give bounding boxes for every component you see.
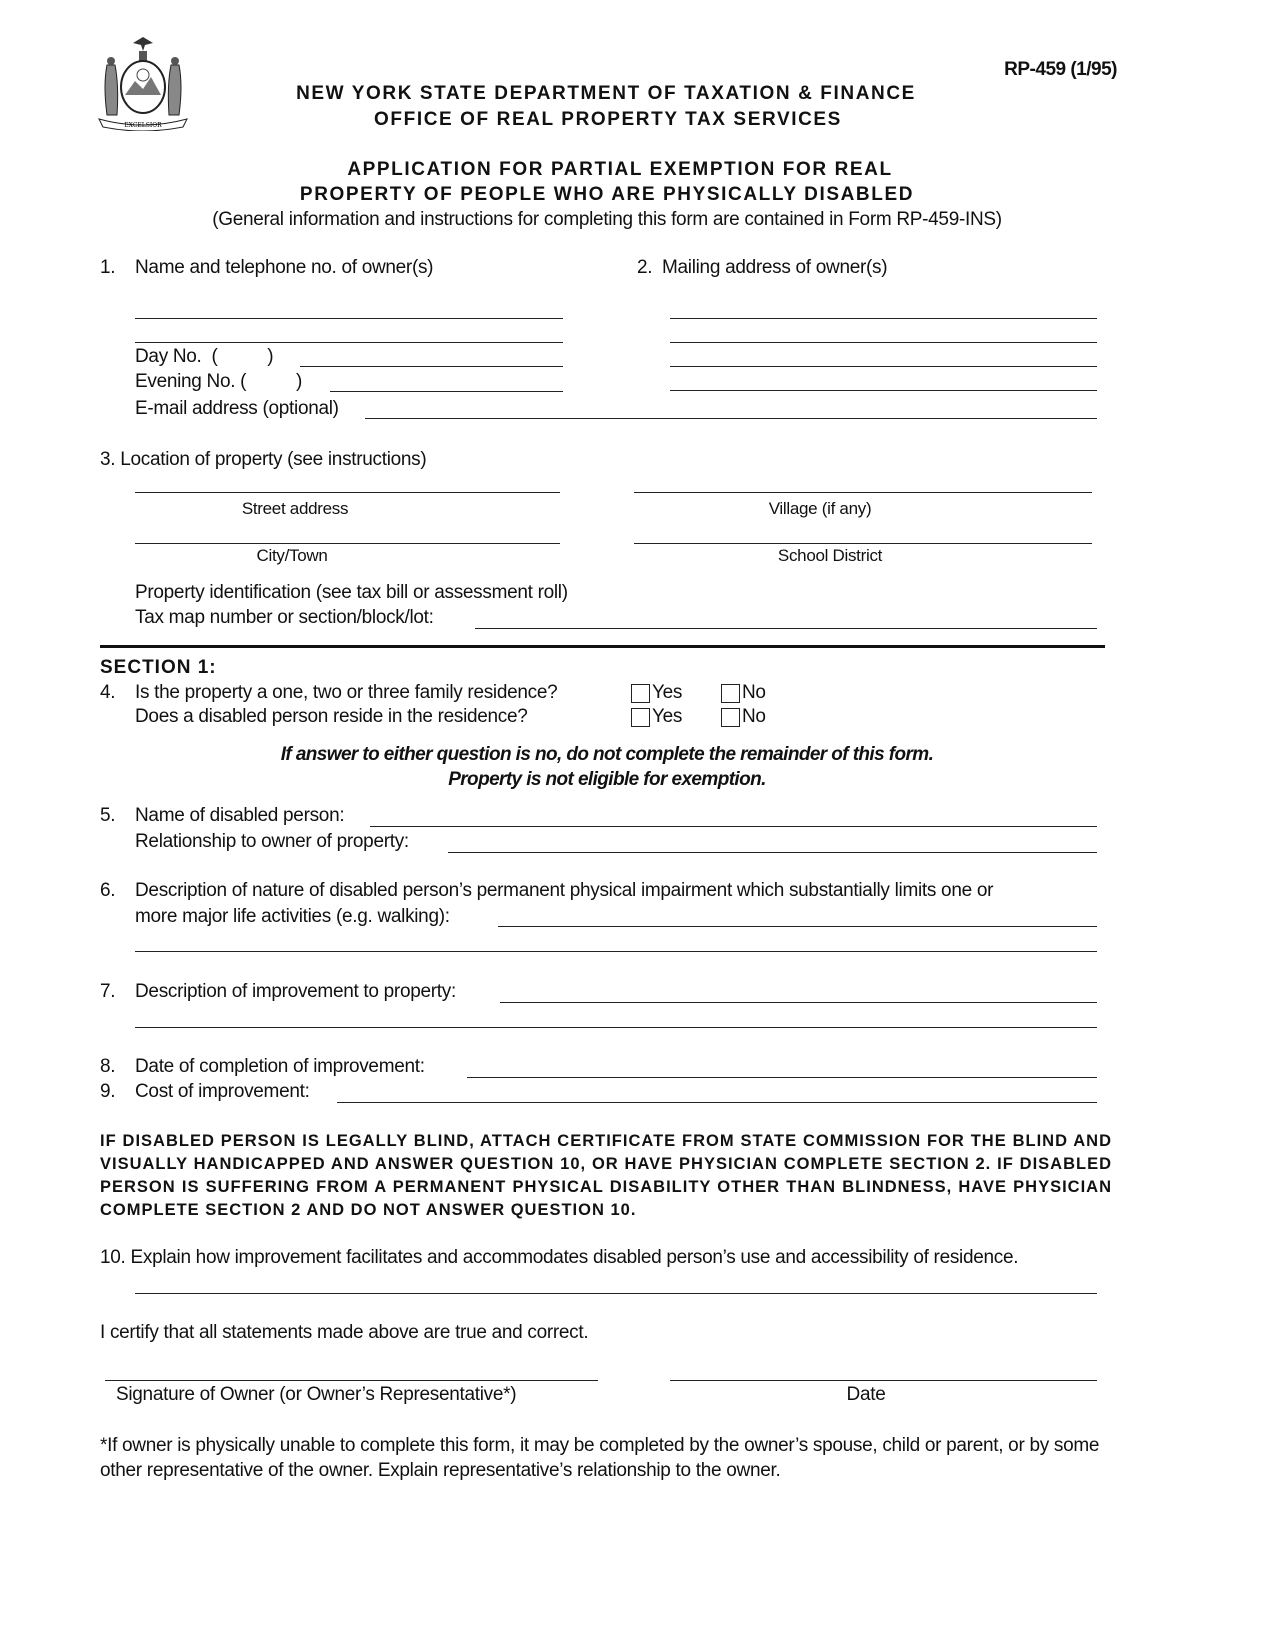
mailing-address-field-2[interactable] <box>670 342 1097 343</box>
q4a-no-label: No <box>742 682 766 703</box>
impairment-field-1[interactable] <box>498 926 1097 927</box>
q6-number: 6. <box>100 880 116 901</box>
q7-label: Description of improvement to property: <box>135 981 456 1002</box>
department-name: NEW YORK STATE DEPARTMENT OF TAXATION & FINANCE <box>296 83 916 104</box>
tax-map-field[interactable] <box>475 628 1097 629</box>
city-town-field[interactable] <box>135 543 560 544</box>
q1-label: Name and telephone no. of owner(s) <box>135 257 434 278</box>
mailing-address-field-4[interactable] <box>670 390 1097 391</box>
form-title-line2: PROPERTY OF PEOPLE WHO ARE PHYSICALLY DISABLED <box>299 184 915 205</box>
impairment-field-2[interactable] <box>135 951 1097 952</box>
form-subtitle: (General information and instructions for completing this form are contained in Form RP-459-INS) <box>212 209 1002 230</box>
school-district-label: School District <box>777 546 883 565</box>
q4-number: 4. <box>100 682 116 703</box>
section-divider <box>100 645 1105 648</box>
representative-footnote: *If owner is physically unable to complete this form, it may be completed by the owner’s spouse, child or parent, or by some other representative of the owner. Explain representative’s relationship to the owner. <box>100 1435 1100 1481</box>
certification-statement: I certify that all statements made above are true and correct. <box>100 1322 589 1343</box>
date-field[interactable] <box>670 1380 1097 1381</box>
q4a-yes-checkbox[interactable] <box>631 684 650 703</box>
form-title-line1: APPLICATION FOR PARTIAL EXEMPTION FOR REAL <box>347 159 893 180</box>
evening-phone-field[interactable] <box>330 391 563 392</box>
q6-line2: more major life activities (e.g. walking): <box>135 906 450 927</box>
q5-number: 5. <box>100 805 116 826</box>
owner-name-field-1[interactable] <box>135 318 563 319</box>
village-field[interactable] <box>634 492 1092 493</box>
ny-state-seal-icon <box>93 35 193 131</box>
q8-number: 8. <box>100 1056 116 1077</box>
q8-label: Date of completion of improvement: <box>135 1056 425 1077</box>
q4b-label: Does a disabled person reside in the residence? <box>135 706 528 727</box>
relationship-field[interactable] <box>448 852 1097 853</box>
q4b-no-label: No <box>742 706 766 727</box>
q6-line1: Description of nature of disabled person’s permanent physical impairment which substantially limits one or <box>135 880 994 901</box>
office-name: OFFICE OF REAL PROPERTY TAX SERVICES <box>374 109 842 130</box>
q10-field[interactable] <box>135 1293 1097 1294</box>
q1-number: 1. <box>100 257 116 278</box>
form-number: RP-459 (1/95) <box>1004 59 1117 80</box>
date-label: Date <box>846 1384 886 1405</box>
eligibility-warning-2: Property is not eligible for exemption. <box>448 769 766 790</box>
improvement-description-field-1[interactable] <box>500 1002 1097 1003</box>
q9-number: 9. <box>100 1081 116 1102</box>
signature-field[interactable] <box>105 1380 598 1381</box>
improvement-cost-field[interactable] <box>337 1102 1097 1103</box>
relationship-label: Relationship to owner of property: <box>135 831 409 852</box>
q10-label: 10. Explain how improvement facilitates and accommodates disabled person’s use and accessibility of residence. <box>100 1247 1019 1268</box>
mailing-address-field-3[interactable] <box>670 366 1097 367</box>
q2-label: Mailing address of owner(s) <box>662 257 888 278</box>
mailing-address-field-1[interactable] <box>670 318 1097 319</box>
evening-phone-label: Evening No. ( ) <box>135 371 303 392</box>
blind-notice: IF DISABLED PERSON IS LEGALLY BLIND, ATTACH CERTIFICATE FROM STATE COMMISSION FOR THE BLIND AND VISUALLY HANDICAPPED AND ANSWER QUESTION 10, OR HAVE PHYSICIAN COMPLETE SECTION 2. IF DISABLED PERSON IS SUFFERING FROM A PERMANENT PHYSICAL DISABILITY OTHER THAN BLINDNESS, HAVE PHYSICIAN COMPLETE SECTION 2 AND DO NOT ANSWER QUESTION 10. <box>100 1132 1112 1219</box>
q3-label: 3. Location of property (see instructions) <box>100 449 427 470</box>
completion-date-field[interactable] <box>467 1077 1097 1078</box>
email-field[interactable] <box>365 418 1097 419</box>
section1-heading: SECTION 1: <box>100 657 217 678</box>
day-phone-label: Day No. ( ) <box>135 346 274 367</box>
owner-name-field-2[interactable] <box>135 342 563 343</box>
q5-label: Name of disabled person: <box>135 805 345 826</box>
signature-label: Signature of Owner (or Owner’s Representative*) <box>116 1384 517 1405</box>
disabled-person-name-field[interactable] <box>370 826 1097 827</box>
q4a-no-checkbox[interactable] <box>721 684 740 703</box>
q4a-yes-label: Yes <box>652 682 683 703</box>
street-address-label: Street address <box>241 499 349 518</box>
q7-number: 7. <box>100 981 116 1002</box>
day-phone-field[interactable] <box>300 366 563 367</box>
improvement-description-field-2[interactable] <box>135 1027 1097 1028</box>
eligibility-warning-1: If answer to either question is no, do not complete the remainder of this form. <box>280 744 934 765</box>
q4b-no-checkbox[interactable] <box>721 708 740 727</box>
q4a-label: Is the property a one, two or three family residence? <box>135 682 558 703</box>
village-label: Village (if any) <box>768 499 872 518</box>
email-label: E-mail address (optional) <box>135 398 339 419</box>
q9-label: Cost of improvement: <box>135 1081 310 1102</box>
q4b-yes-checkbox[interactable] <box>631 708 650 727</box>
tax-map-label: Tax map number or section/block/lot: <box>135 607 434 628</box>
property-id-label: Property identification (see tax bill or assessment roll) <box>135 582 568 603</box>
street-address-field[interactable] <box>135 492 560 493</box>
svg-text:EXCELSIOR: EXCELSIOR <box>124 122 162 129</box>
q4b-yes-label: Yes <box>652 706 683 727</box>
city-town-label: City/Town <box>256 546 328 565</box>
q2-number: 2. <box>637 257 653 278</box>
